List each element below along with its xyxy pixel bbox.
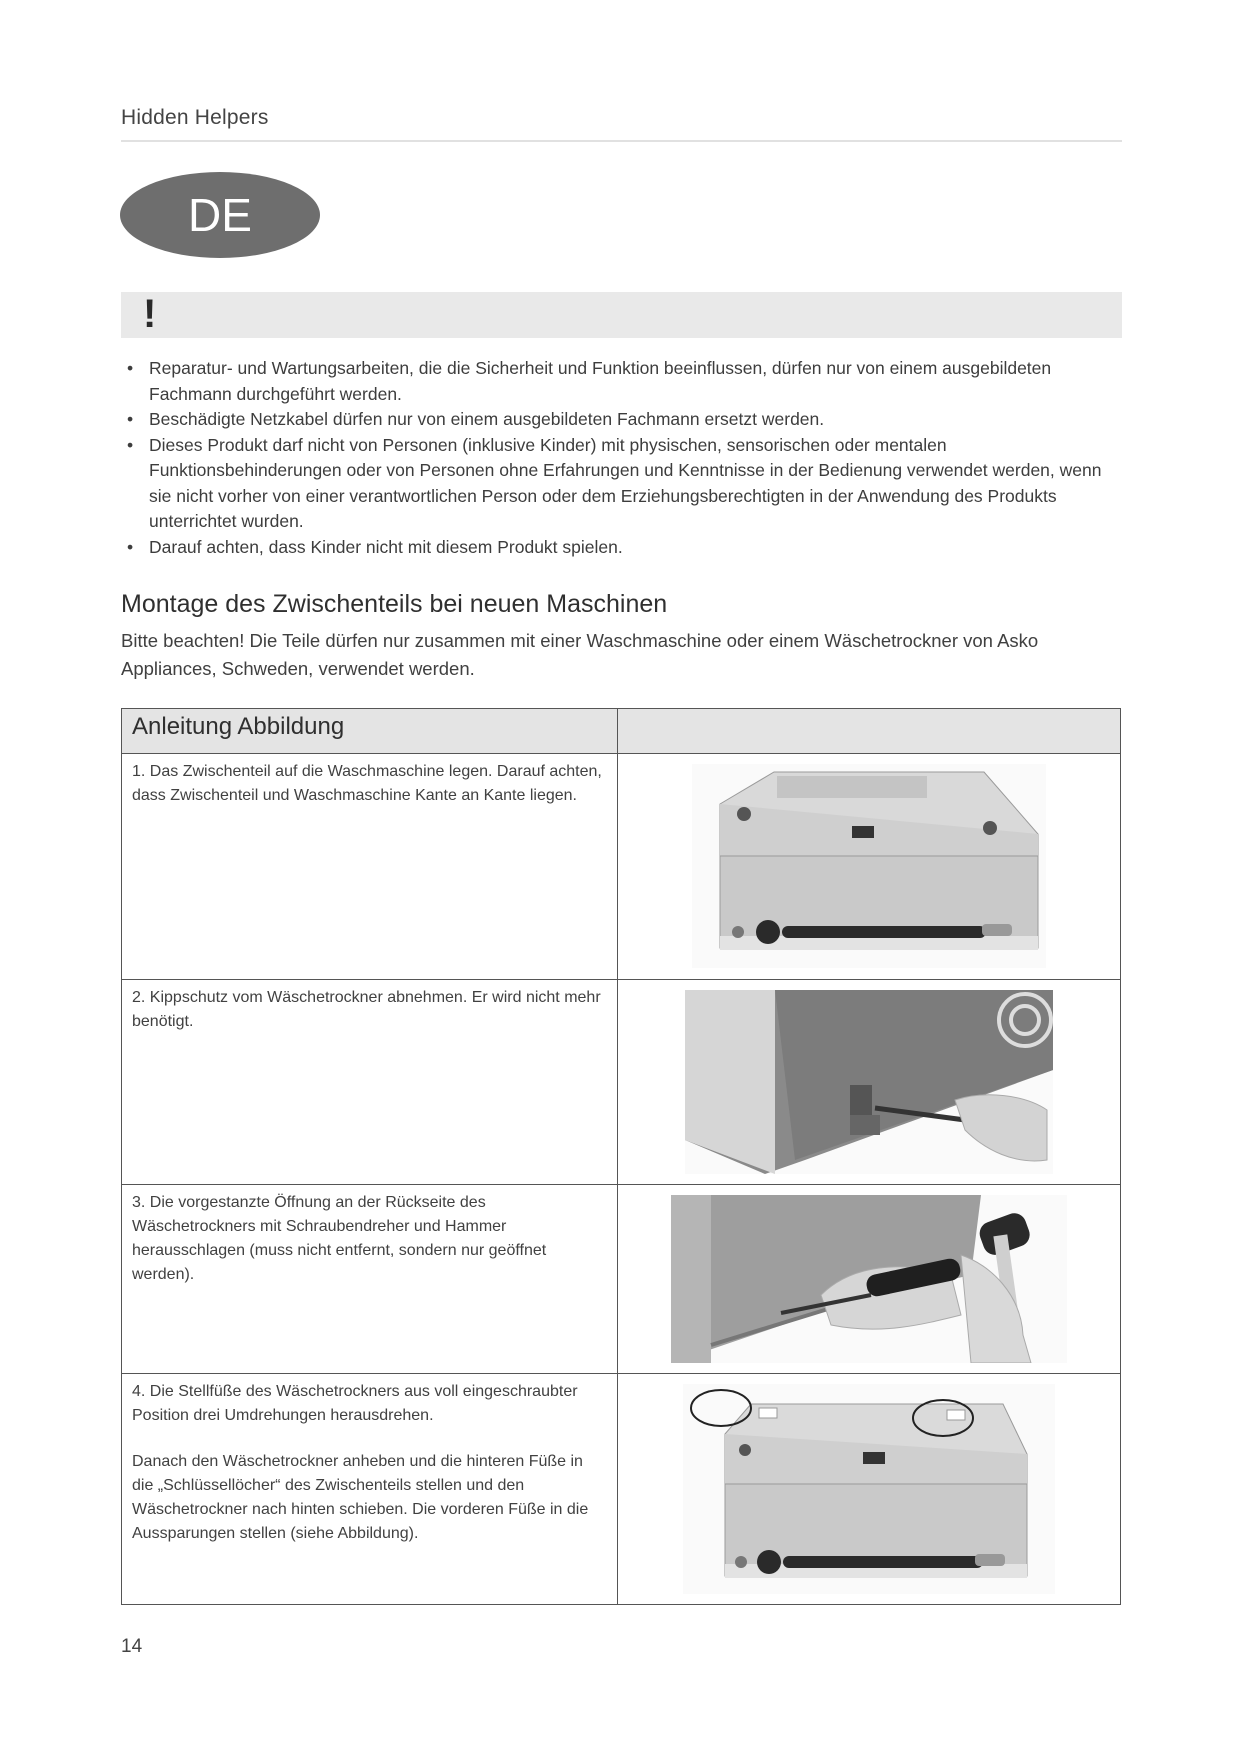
bullet-icon: • [127, 358, 134, 378]
step-text-continued: Danach den Wäschetrockner anheben und die hinteren Füße in die „Schlüssellöcher“ des Zwischenteils stellen und den Wäschetrockner nach hinten schieben. Die vorderen Füße in die Aussparungen stellen (siehe Abbildung). [132, 1453, 589, 1542]
table-header: Anleitung Abbildung [122, 709, 618, 754]
bullet-icon: • [127, 409, 134, 429]
list-item: • Dieses Produkt darf nicht von Personen (inklusive Kinder) mit physischen, sensorischen oder mentalen Funktionsbehinderungen oder von Personen ohne Erfahrungen und Kenntnisse in der Bedienung verwendet werden, wenn sie nicht vorher von einer verantwortlichen Person oder dem Erziehungsberechtigten in der Anwendung des Produkts unterrichtet wurden. [127, 434, 1102, 531]
step-text: 2. Kippschutz vom Wäschetrockner abnehmen. Er wird nicht mehr benötigt. [122, 980, 618, 1185]
step-text-cell [122, 1374, 618, 1605]
step-text: 1. Das Zwischenteil auf die Waschmaschine legen. Darauf achten, dass Zwischenteil und Waschmaschine Kante an Kante liegen. [122, 754, 618, 980]
step-text: 3. Die vorgestanzte Öffnung an der Rückseite des Wäschetrockners mit Schraubendreher und Hammer herausschlagen (muss nicht entfernt, sondern nur geöffnet werden). [122, 1185, 618, 1374]
list-item: • Darauf achten, dass Kinder nicht mit diesem Produkt spielen. [121, 535, 1122, 561]
section-title: Montage des Zwischenteils bei neuen Maschinen [121, 590, 668, 618]
warning-icon: ! [143, 292, 157, 336]
warning-bar [121, 292, 1122, 338]
table-row [122, 980, 1121, 1185]
list-item: • Beschädigte Netzkabel dürfen nur von einem ausgebildeten Fachmann ersetzt werden. [121, 407, 1122, 433]
safety-list [121, 356, 1122, 560]
washer-top-icon [692, 764, 1046, 968]
step-illustration [618, 980, 1121, 1185]
section-intro: Bitte beachten! Die Teile dürfen nur zusammen mit einer Waschmaschine oder einem Wäschetrockner von Asko Appliances, Schweden, verwendet werden. [121, 630, 1039, 679]
bullet-icon: • [127, 434, 134, 455]
table-row [122, 1374, 1121, 1605]
table-row [122, 754, 1121, 980]
table-row [122, 1185, 1121, 1374]
instructions-table [121, 708, 1121, 1605]
hammer-screwdriver-icon [671, 1195, 1067, 1363]
header-divider [121, 140, 1122, 142]
screwdriver-removal-icon [685, 990, 1053, 1174]
step-text: 4. Die Stellfüße des Wäschetrockners aus voll eingeschraubter Position drei Umdrehungen herausdrehen. [132, 1383, 578, 1424]
language-badge: DE [120, 172, 320, 258]
step-illustration [618, 1374, 1121, 1605]
table-header-empty [618, 709, 1121, 754]
list-item: • Reparatur- und Wartungsarbeiten, die die Sicherheit und Funktion beeinflussen, dürfen nur von einem ausgebildeten Fachmann durchgeführt werden. [127, 358, 1052, 404]
table-header-row [122, 709, 1121, 754]
bullet-icon: • [127, 536, 134, 557]
step-illustration [618, 754, 1121, 980]
page-number: 14 [121, 1636, 143, 1657]
step-illustration [618, 1185, 1121, 1374]
header-title: Hidden Helpers [121, 106, 269, 129]
washer-feet-circled-icon [683, 1384, 1055, 1594]
